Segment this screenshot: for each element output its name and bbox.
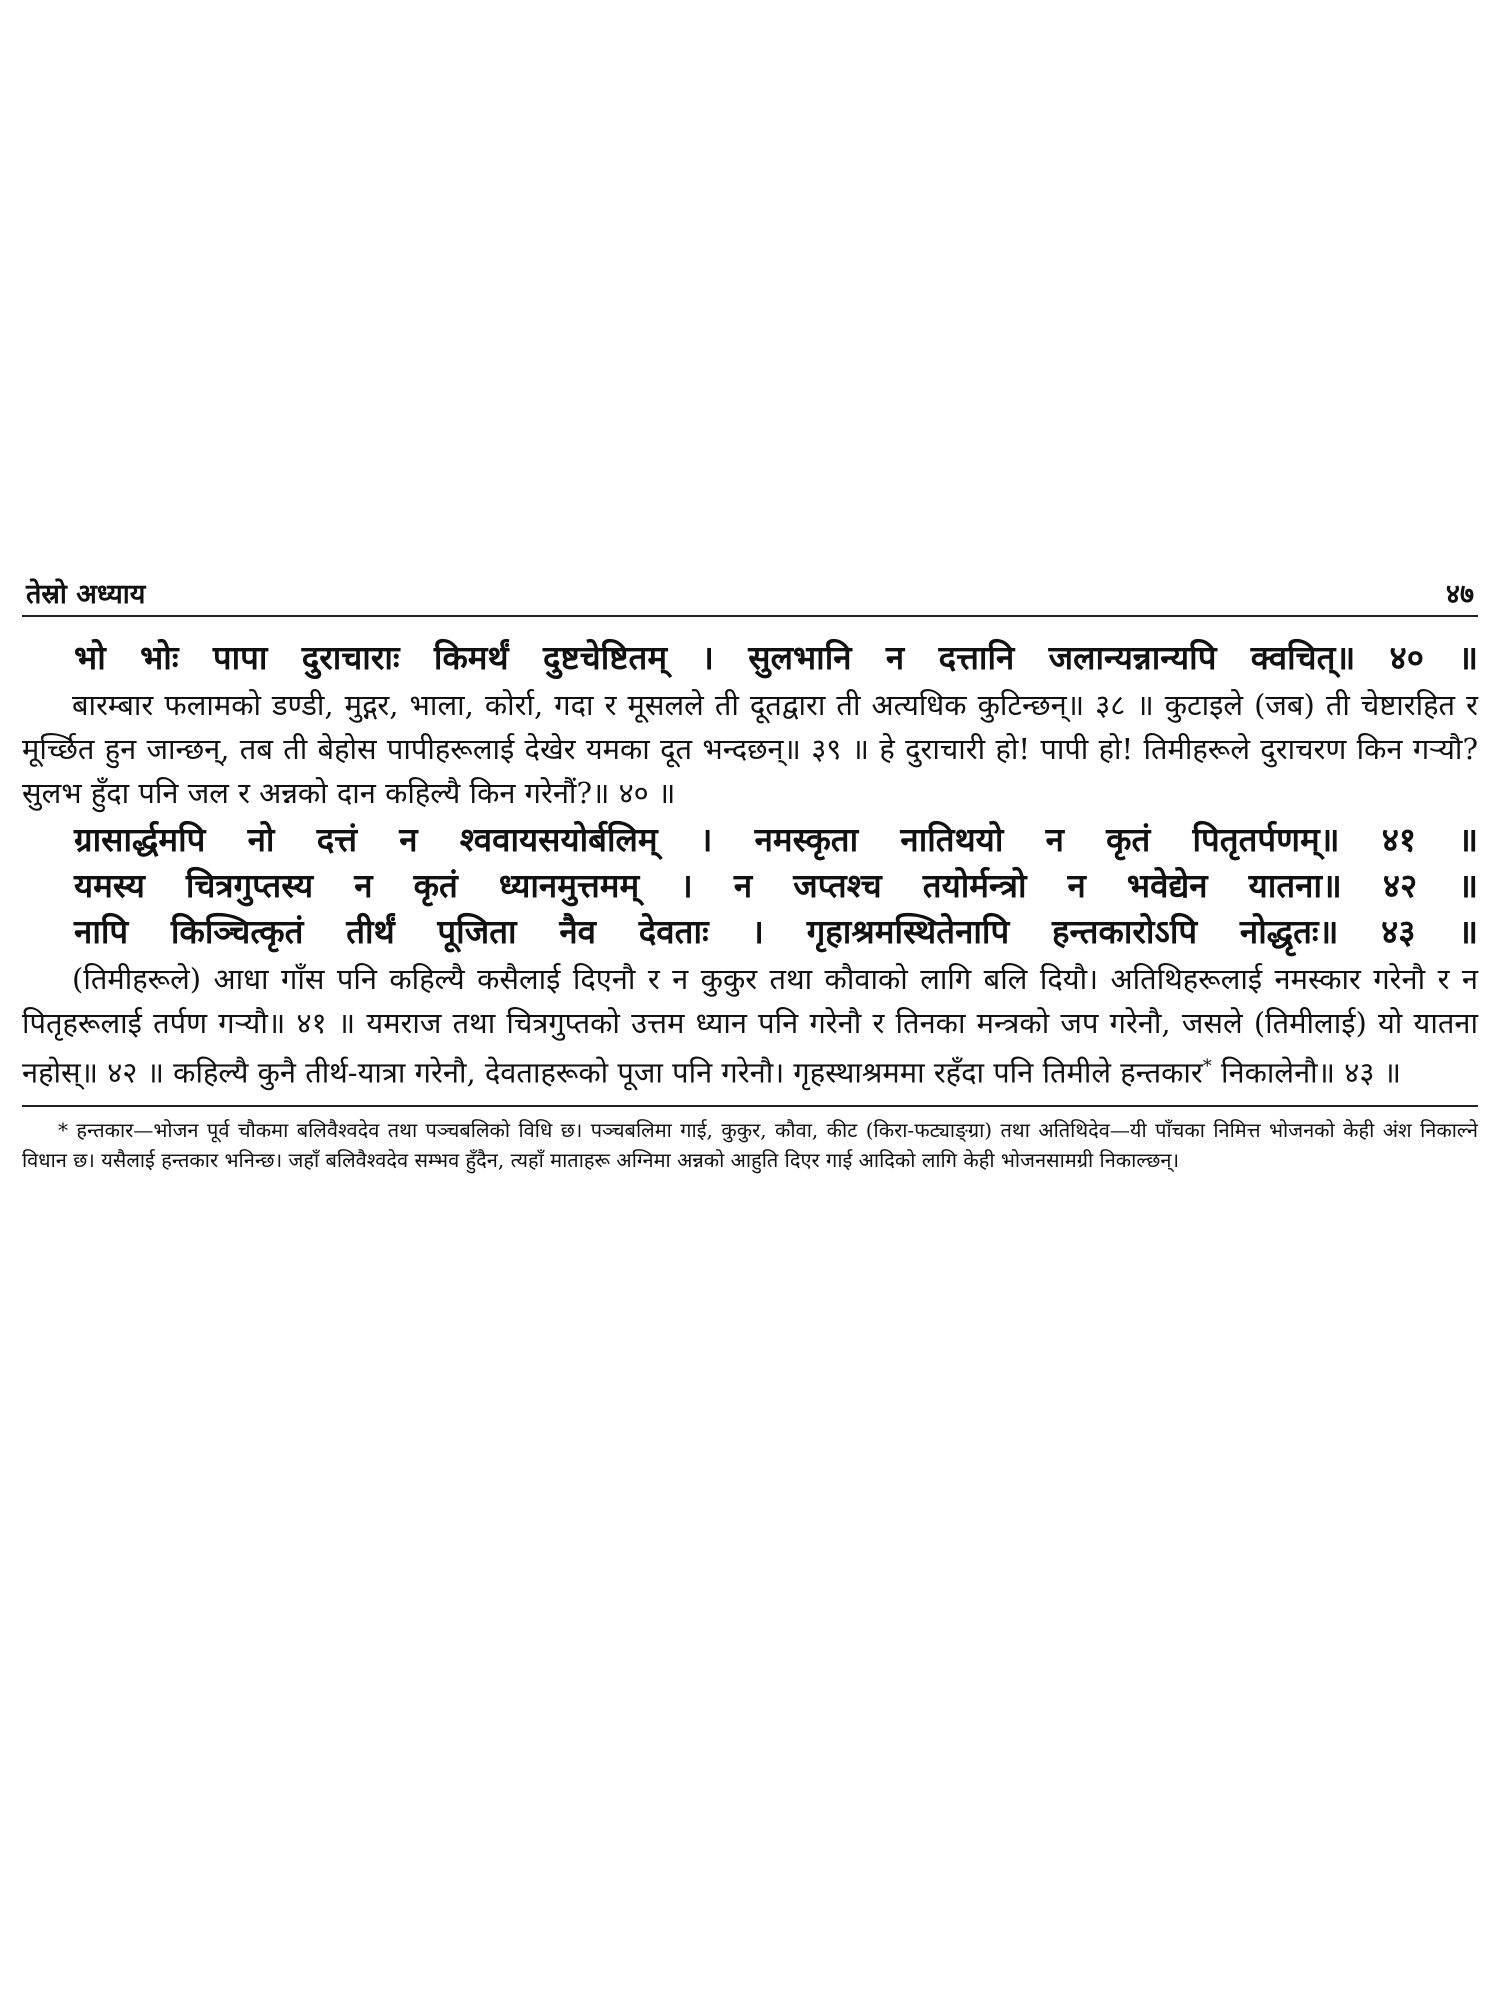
- book-page: [22, 575, 1478, 1195]
- translation-text: (तिमीहरूले) आधा गाँस पनि कहिल्यै कसैलाई दिएनौ र न कुकुर तथा कौवाको लागि बलि दियौ। अतिथिहरूलाई नमस्कार गरेनौ र न पितृहरूलाई तर्पण गऱ्यौ॥ ४१ ॥ यमराज तथा चित्रगुप्तको उत्तम ध्यान पनि गरेनौ र तिनका मन्त्रको जप गरेनौ, जसले (तिमीलाई) यो यातना नहोस्॥ ४२ ॥ कहिल्यै कुनै तीर्थ-यात्रा गरेनौ, देवताहरूको पूजा पनि गरेनौ। गृहस्थाश्रममा रहँदा पनि तिमीले हन्तकार: [22, 962, 1478, 1090]
- footnote: * हन्तकार—भोजन पूर्व चौकमा बलिवैश्वदेव तथा पञ्चबलिको विधि छ। पञ्चबलिमा गाई, कुकुर, कौवा, कीट (किरा-फट्याङ्ग्रा) तथा अतिथिदेव—यी पाँचका निमित्त भोजनको केही अंश निकाल्ने विधान छ। यसैलाई हन्तकार भनिन्छ। जहाँ बलिवैश्वदेव सम्भव हुँदैन, त्यहाँ माताहरू अग्निमा अन्नको आहुति दिएर गाई आदिको लागि केही भोजनसामग्री निकाल्छन्।: [22, 1117, 1478, 1172]
- footnote-divider: [22, 1105, 1478, 1107]
- nepali-translation-38-40: बारम्बार फलामको डण्डी, मुद्गर, भाला, कोर्रा, गदा र मूसलले ती दूतद्वारा ती अत्यधिक कुटिन्छन्॥ ३८ ॥ कुटाइले (जब) ती चेष्टारहित र मूर्च्छित हुन जान्छन्, तब ती बेहोस पापीहरूलाई देखेर यमका दूत भन्दछन्॥ ३९ ॥ हे दुराचारी हो! पापी हो! तिमीहरूले दुराचरण किन गऱ्यौ? सुलभ हुँदा पनि जल र अन्नको दान कहिल्यै किन गरेनौं?॥ ४० ॥: [22, 688, 1478, 810]
- chapter-title: तेस्रो अध्याय: [26, 579, 146, 610]
- page-content: [22, 635, 1478, 1175]
- running-header: [22, 575, 1478, 617]
- sanskrit-verse-43: नापि किञ्चित्कृतं तीर्थं पूजिता नैव देवताः । गृहाश्रमस्थितेनापि हन्तकारोऽपि नोद्धृतः॥ ४३ ॥: [74, 912, 1478, 951]
- sanskrit-verse-42: यमस्य चित्रगुप्तस्य न कृतं ध्यानमुत्तमम् । न जप्तश्च तयोर्मन्त्रो न भवेद्येन यातना॥ ४२ ॥: [74, 866, 1478, 905]
- sanskrit-verse-40: भो भोः पापा दुराचाराः किमर्थं दुष्टचेष्टितम् । सुलभानि न दत्तानि जलान्यन्नान्यपि क्वचित्॥ ४० ॥: [74, 638, 1478, 677]
- sanskrit-verse-41: ग्रासार्द्धमपि नो दत्तं न श्ववायसयोर्बलिम् । नमस्कृता नातिथयो न कृतं पितृतर्पणम्॥ ४१ ॥: [74, 820, 1478, 859]
- page-number: ४७: [1445, 579, 1474, 610]
- translation-text-end: निकालेनौ॥ ४३ ॥: [1211, 1055, 1402, 1090]
- footnote-marker: *: [1202, 1056, 1212, 1077]
- nepali-translation-41-43: [22, 957, 1478, 1095]
